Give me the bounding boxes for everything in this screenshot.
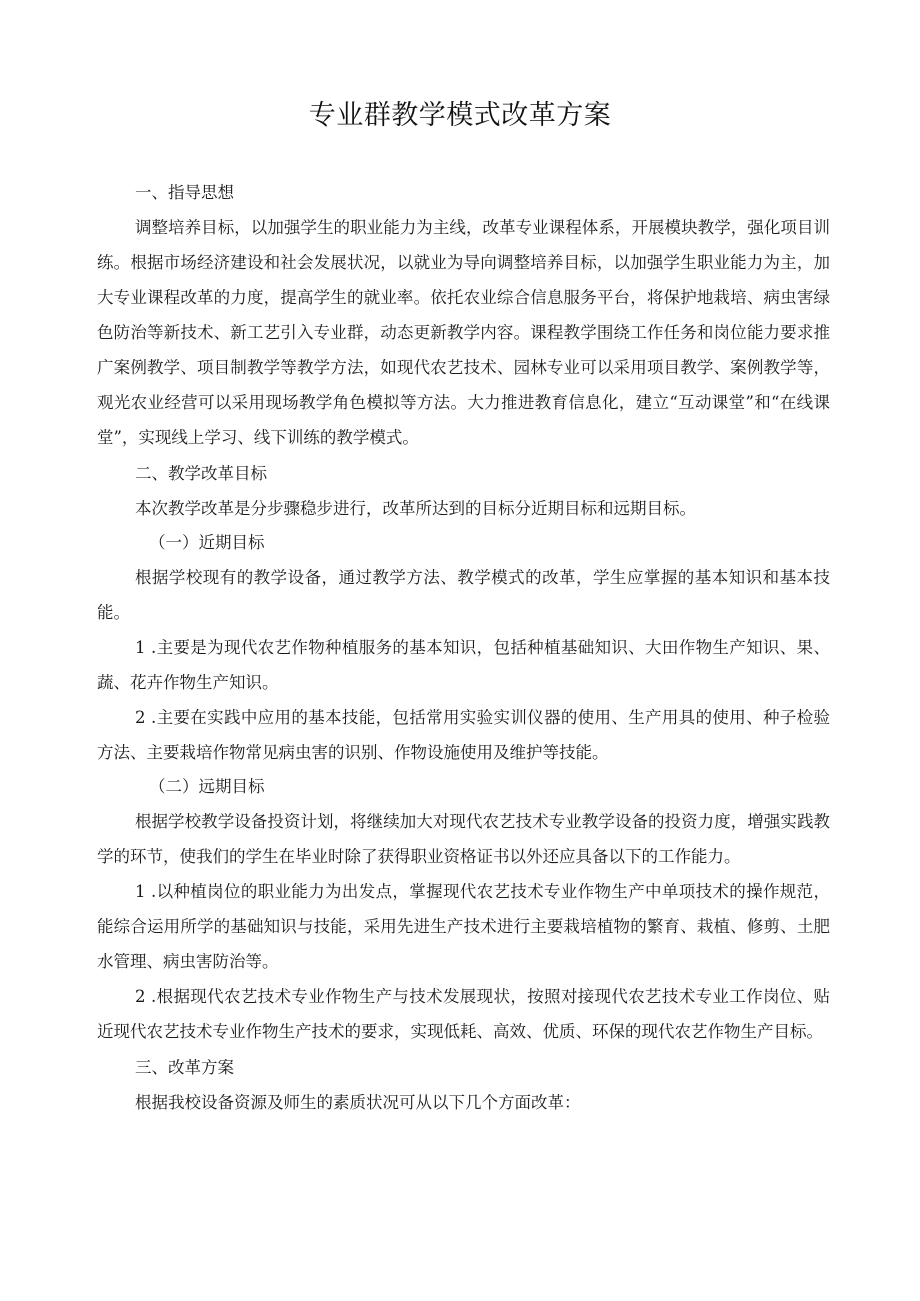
paragraph: 本次教学改革是分步骤稳步进行，改革所达到的目标分近期目标和远期目标。 [134,499,696,518]
section-heading-guiding-ideology: 一、指导思想 [135,183,234,202]
paragraph: 调整培养目标，以加强学生的职业能力为主线，改革专业课程体系，开展模块教学，强化项目训练。根据市场经济建设和社会发展状况，以就业为导向调整培养目标，以加强学生职业能力为主，加大专业课程改革的力度，提高学生的就业率。依托农业综合信息服务平台，将保护地栽培、病虫害绿色防治等新技术、新工艺引入专业群，动态更新教学内容。课程教学围绕工作任务和岗位能力要求推广案例教学、项目制教学等教学方法，如现代农艺技术、园林专业可以采用项目教学、案例教学等，观光农业经营可以采用现场教学角色模拟等方法。大力推进教育信息化，建立“互动课堂”和“在线课堂”，实现线上学习、线下训练的教学模式。 [97,218,830,447]
section-heading-reform-goals: 二、教学改革目标 [135,464,267,483]
paragraph: 根据我校设备资源及师生的素质状况可从以下几个方面改革： [134,1093,581,1112]
paragraph: 根据学校现有的教学设备，通过教学方法、教学模式的改革，学生应掌握的基本知识和基本技能。 [97,568,830,622]
list-item-paragraph: 2 .主要在实践中应用的基本技能，包括常用实验实训仪器的使用、生产用具的使用、种子检验方法、主要栽培作物常见病虫害的识别、作物设施使用及维护等技能。 [97,708,830,762]
subsection-heading-long-term-goals: （二）远期目标 [149,777,265,796]
subsection-heading-near-term-goals: （一）近期目标 [149,533,265,552]
list-item-paragraph: 2 .根据现代农艺技术专业作物生产与技术发展现状，按照对接现代农艺技术专业工作岗位、贴近现代农艺技术专业作物生产技术的要求，实现低耗、高效、优质、环保的现代农艺作物生产目标。 [97,987,830,1041]
paragraph: 根据学校教学设备投资计划，将继续加大对现代农艺技术专业教学设备的投资力度，增强实践教学的环节，使我们的学生在毕业时除了获得职业资格证书以外还应具备以下的工作能力。 [97,812,830,866]
section-heading-reform-plan: 三、改革方案 [135,1058,234,1077]
list-item-paragraph: 1 .主要是为现代农艺作物种植服务的基本知识，包括种植基础知识、大田作物生产知识、果、蔬、花卉作物生产知识。 [97,638,830,692]
page-title: 专业群教学模式改革方案 [308,100,612,131]
list-item-paragraph: 1 .以种植岗位的职业能力为出发点，掌握现代农艺技术专业作物生产中单项技术的操作规范，能综合运用所学的基础知识与技能，采用先进生产技术进行主要栽培植物的繁育、栽植、修剪、土肥水管理、病虫害防治等。 [97,882,830,971]
document-body [97,176,830,1120]
